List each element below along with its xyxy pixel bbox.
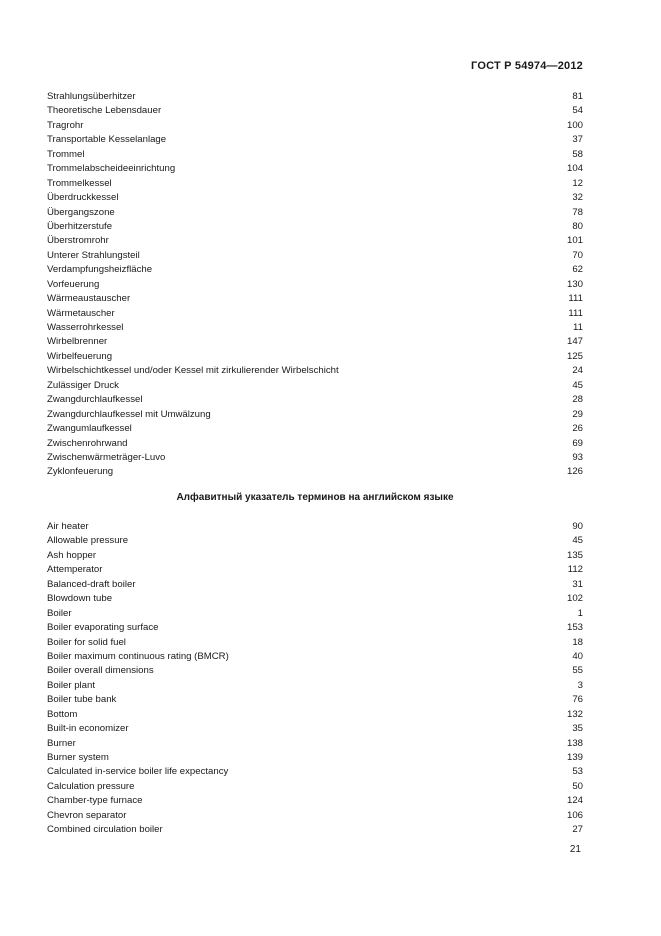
index-term: Zwangumlaufkessel	[47, 423, 132, 435]
index-entry	[47, 751, 583, 765]
index-entry	[47, 379, 583, 393]
index-entry	[47, 263, 583, 277]
index-page-ref: 135	[566, 549, 583, 561]
index-page-ref: 80	[572, 220, 583, 232]
index-term: Überdruckkessel	[47, 192, 119, 204]
index-page-ref: 37	[572, 134, 583, 146]
index-entry	[47, 780, 583, 794]
index-term: Wirbelbrenner	[47, 336, 108, 348]
index-term: Burner	[47, 737, 76, 749]
index-entry	[47, 104, 583, 118]
index-page-ref: 3	[577, 679, 583, 691]
index-page-ref: 130	[566, 278, 583, 290]
index-entry	[47, 335, 583, 349]
index-entry	[47, 636, 583, 650]
index-term: Air heater	[47, 521, 89, 532]
index-page-ref: 100	[566, 119, 583, 131]
index-entry	[47, 549, 583, 563]
index-page-ref: 26	[572, 423, 583, 435]
index-page-ref: 78	[572, 206, 583, 218]
page-number: 21	[569, 844, 581, 855]
index-page-ref: 81	[572, 91, 583, 102]
german-term-index	[47, 90, 583, 480]
index-page-ref: 40	[572, 650, 583, 662]
index-term: Zwangdurchlaufkessel mit Umwälzung	[47, 408, 211, 420]
index-term: Boiler overall dimensions	[47, 665, 154, 677]
index-term: Calculated in-service boiler life expectancy	[47, 766, 229, 778]
index-term: Boiler evaporating surface	[47, 622, 159, 634]
index-term: Boiler tube bank	[47, 694, 117, 706]
index-term: Calculation pressure	[47, 780, 135, 792]
index-entry	[47, 364, 583, 378]
index-page-ref: 106	[566, 809, 583, 821]
index-entry	[47, 234, 583, 248]
index-term: Attemperator	[47, 564, 103, 576]
index-page-ref: 153	[566, 622, 583, 634]
index-term: Wärmeaustauscher	[47, 293, 131, 305]
document-code: ГОСТ Р 54974—2012	[471, 60, 583, 72]
index-term: Wasserrohrkessel	[47, 322, 124, 333]
index-term: Strahlungsüberhitzer	[47, 91, 136, 102]
index-entry	[47, 708, 583, 722]
index-page-ref: 76	[572, 694, 583, 706]
index-page-ref: 29	[572, 408, 583, 420]
index-page-ref: 93	[572, 451, 583, 463]
index-term: Chevron separator	[47, 809, 127, 821]
index-page-ref: 45	[572, 379, 583, 391]
index-entry	[47, 350, 583, 364]
index-term: Überhitzerstufe	[47, 220, 113, 232]
index-entry	[47, 292, 583, 306]
index-entry	[47, 823, 583, 837]
index-page-ref: 1	[577, 607, 583, 619]
index-entry	[47, 393, 583, 407]
index-page-ref: 125	[566, 350, 583, 362]
index-term: Burner system	[47, 752, 109, 763]
index-term: Verdampfungsheizfläche	[47, 264, 153, 276]
index-entry	[47, 307, 583, 321]
index-page-ref: 28	[572, 394, 583, 406]
index-page-ref: 90	[572, 521, 583, 532]
index-page-ref: 45	[572, 535, 583, 547]
index-page-ref: 62	[572, 264, 583, 276]
index-entry	[47, 437, 583, 451]
index-term: Boiler for solid fuel	[47, 636, 126, 648]
index-page-ref: 35	[572, 723, 583, 735]
index-entry	[47, 162, 583, 176]
index-page-ref: 27	[572, 824, 583, 836]
index-page-ref: 111	[568, 307, 583, 319]
index-term: Combined circulation boiler	[47, 824, 163, 836]
index-term: Tragrohr	[47, 119, 84, 131]
index-entry	[47, 722, 583, 736]
english-index-heading: Алфавитный указатель терминов на английском языке	[176, 492, 454, 503]
index-entry	[47, 794, 583, 808]
index-page-ref: 55	[572, 665, 583, 677]
index-entry	[47, 693, 583, 707]
index-term: Balanced-draft boiler	[47, 578, 136, 590]
index-entry	[47, 422, 583, 436]
index-term: Trommel	[47, 148, 85, 160]
index-term: Zulässiger Druck	[47, 379, 119, 391]
index-entry	[47, 133, 583, 147]
index-page-ref: 31	[572, 578, 583, 590]
index-term: Boiler maximum continuous rating (BMCR)	[47, 650, 229, 662]
index-entry	[47, 278, 583, 292]
index-entry	[47, 765, 583, 779]
index-term: Boiler	[47, 607, 72, 619]
index-term: Trommelabscheideeinrichtung	[47, 163, 176, 175]
index-page-ref: 11	[573, 322, 583, 333]
index-term: Wirbelfeuerung	[47, 350, 113, 362]
index-page-ref: 69	[572, 437, 583, 449]
index-term: Unterer Strahlungsteil	[47, 249, 140, 261]
index-term: Trommelkessel	[47, 177, 112, 189]
index-entry	[47, 664, 583, 678]
index-term: Zwischenwärmeträger-Luvo	[47, 451, 166, 463]
index-entry	[47, 177, 583, 191]
index-page-ref: 124	[566, 795, 583, 807]
index-term: Übergangszone	[47, 206, 115, 218]
index-entry	[47, 578, 583, 592]
index-page-ref: 112	[567, 564, 583, 576]
index-entry	[47, 592, 583, 606]
index-term: Überstromrohr	[47, 235, 109, 247]
index-term: Boiler plant	[47, 679, 95, 691]
index-page-ref: 126	[566, 466, 583, 478]
index-term: Built-in economizer	[47, 723, 129, 735]
index-term: Zwangdurchlaufkessel	[47, 394, 143, 406]
english-term-index	[47, 520, 583, 838]
index-term: Vorfeuerung	[47, 278, 100, 290]
index-entry	[47, 650, 583, 664]
index-page-ref: 102	[566, 593, 583, 605]
index-page-ref: 101	[566, 235, 583, 247]
index-term: Zwischenrohrwand	[47, 437, 128, 449]
index-entry	[47, 408, 583, 422]
index-page-ref: 147	[566, 336, 583, 348]
index-page-ref: 32	[572, 192, 583, 204]
index-entry	[47, 191, 583, 205]
index-entry	[47, 809, 583, 823]
index-term: Wirbelschichtkessel und/oder Kessel mit zirkulierender Wirbelschicht	[47, 365, 339, 377]
index-entry	[47, 321, 583, 335]
index-page-ref: 53	[572, 766, 583, 778]
index-term: Bottom	[47, 708, 78, 720]
index-term: Blowdown tube	[47, 593, 113, 605]
index-page-ref: 18	[572, 636, 583, 648]
index-entry	[47, 607, 583, 621]
index-entry	[47, 679, 583, 693]
index-entry	[47, 621, 583, 635]
index-term: Allowable pressure	[47, 535, 129, 547]
index-entry	[47, 563, 583, 577]
index-term: Wärmetauscher	[47, 307, 115, 319]
index-term: Chamber-type furnace	[47, 795, 143, 807]
index-page-ref: 111	[568, 293, 583, 305]
index-page-ref: 132	[566, 708, 583, 720]
index-entry	[47, 465, 583, 479]
index-term: Transportable Kesselanlage	[47, 134, 167, 146]
index-entry	[47, 520, 583, 534]
index-entry	[47, 451, 583, 465]
index-page-ref: 12	[572, 177, 583, 189]
index-page-ref: 58	[572, 148, 583, 160]
index-page-ref: 24	[572, 365, 583, 377]
index-page-ref: 54	[572, 105, 583, 117]
index-term: Theoretische Lebensdauer	[47, 105, 162, 117]
index-page-ref: 138	[566, 737, 583, 749]
index-entry	[47, 206, 583, 220]
index-page-ref: 139	[566, 752, 583, 763]
index-entry	[47, 737, 583, 751]
index-entry	[47, 119, 583, 133]
index-entry	[47, 220, 583, 234]
index-entry	[47, 249, 583, 263]
index-page-ref: 50	[572, 780, 583, 792]
index-entry	[47, 90, 583, 104]
index-term: Ash hopper	[47, 549, 97, 561]
index-page-ref: 70	[572, 249, 583, 261]
index-entry	[47, 534, 583, 548]
index-page-ref: 104	[566, 163, 583, 175]
index-entry	[47, 148, 583, 162]
index-term: Zyklonfeuerung	[47, 466, 114, 478]
